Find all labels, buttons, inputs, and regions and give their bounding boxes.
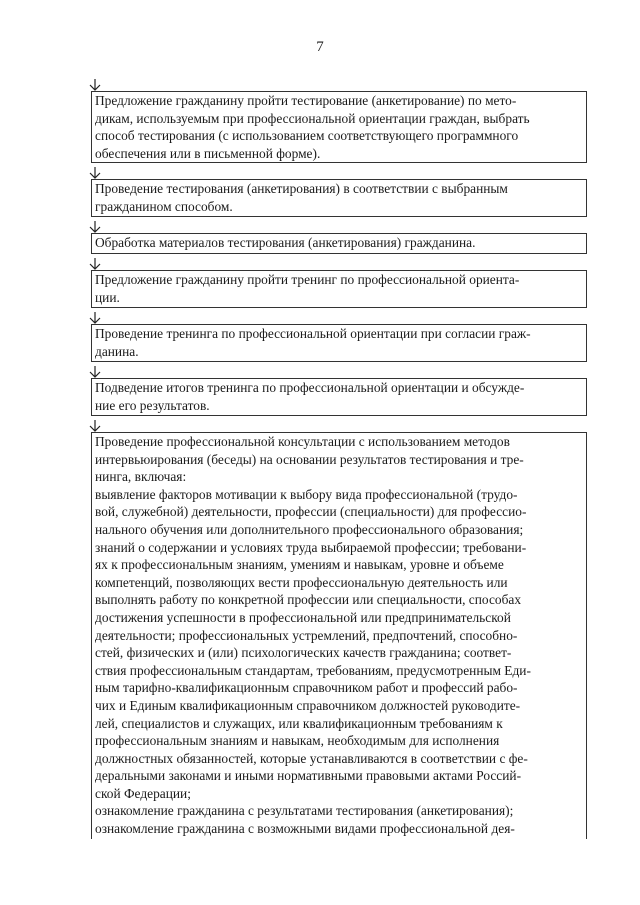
step-line: нального обучения или дополнительного профессионального образования; xyxy=(95,521,524,537)
step-line: обеспечения или в письменной форме). xyxy=(95,145,321,161)
step-line: выполнять работу по конкретной профессии или специальности, способах xyxy=(95,592,522,608)
step-line: ции. xyxy=(95,289,120,305)
step-line: данина. xyxy=(95,343,139,359)
step-line: ознакомление гражданина с возможными видами профессиональной дея- xyxy=(95,821,515,837)
step-line: Проведение тренинга по профессиональной ориентации при согласии граж- xyxy=(95,326,531,341)
step-line: вой, служебной) деятельности, профессии (специальности) для профессио- xyxy=(95,504,527,520)
flow-step-4 xyxy=(91,270,587,308)
step-line: ние его результатов. xyxy=(95,397,210,413)
down-arrow-icon xyxy=(88,311,102,325)
step-line: интервьюирования (беседы) на основании результатов тестирования и тре- xyxy=(95,451,524,467)
flow-step-5 xyxy=(91,324,587,362)
step-line: знаний о содержании и условиях труда выбираемой профессии; требовани- xyxy=(95,539,527,555)
step-line: Проведение тестирования (анкетирования) в соответствии с выбранным xyxy=(95,181,508,196)
step-line: стей, физических и (или) психологических качеств гражданина; соответ- xyxy=(95,645,512,661)
step-line: способ тестирования (с использованием соответствующего программного xyxy=(95,128,519,144)
step-line: ознакомление гражданина с результатами тестирования (анкетирования); xyxy=(95,803,514,819)
down-arrow-icon xyxy=(88,419,102,433)
step-line: лей, специалистов и служащих, или квалификационным требованиям к xyxy=(95,715,503,731)
step-line: Предложение гражданину пройти тренинг по профессиональной ориента- xyxy=(95,272,520,287)
step-line: Подведение итогов тренинга по профессиональной ориентации и обсужде- xyxy=(95,380,525,395)
step-line: ской Федерации; xyxy=(95,785,191,801)
step-line: чих и Единым квалификационным справочником должностей руководите- xyxy=(95,697,521,713)
step-line: Предложение гражданину пройти тестирование (анкетирование) по мето- xyxy=(95,93,517,108)
flow-step-1 xyxy=(91,91,587,163)
down-arrow-icon xyxy=(88,257,102,271)
step-line: Проведение профессиональной консультации с использованием методов xyxy=(95,434,510,449)
step-line: гражданином способом. xyxy=(95,198,233,214)
step-line: ях к профессиональным знаниям, умениям и навыкам, уровне и объеме xyxy=(95,557,504,573)
flow-step-7 xyxy=(91,432,587,839)
down-arrow-icon xyxy=(88,365,102,379)
step-line: ным тарифно-квалификационным справочником работ и профессий рабо- xyxy=(95,680,518,696)
flow-step-6 xyxy=(91,378,587,416)
step-line: ствия профессиональным стандартам, требованиям, предусмотренным Еди- xyxy=(95,662,531,678)
step-line: выявление факторов мотивации к выбору вида профессиональной (трудо- xyxy=(95,486,518,502)
step-line: нинга, включая: xyxy=(95,469,187,485)
step-line: Обработка материалов тестирования (анкетирования) гражданина. xyxy=(95,235,476,250)
step-line: должностных обязанностей, которые устанавливаются в соответствии с фе- xyxy=(95,750,528,766)
step-line: компетенций, позволяющих вести профессиональную деятельность или xyxy=(95,574,508,590)
page-number: 7 xyxy=(316,39,324,55)
step-line: дикам, используемым при профессиональной ориентации граждан, выбрать xyxy=(95,110,530,126)
flow-step-3 xyxy=(91,233,587,254)
down-arrow-icon xyxy=(88,78,102,92)
step-line: достижения успешности в профессиональной или предпринимательской xyxy=(95,609,511,625)
flow-step-2 xyxy=(91,179,587,217)
down-arrow-icon xyxy=(88,166,102,180)
step-line: профессиональным знаниям и навыкам, необходимым для исполнения xyxy=(95,733,500,749)
step-line: деральными законами и иными нормативными правовыми актами Россий- xyxy=(95,768,522,784)
down-arrow-icon xyxy=(88,220,102,234)
step-line: деятельности; профессиональных устремлений, предпочтений, способно- xyxy=(95,627,518,643)
